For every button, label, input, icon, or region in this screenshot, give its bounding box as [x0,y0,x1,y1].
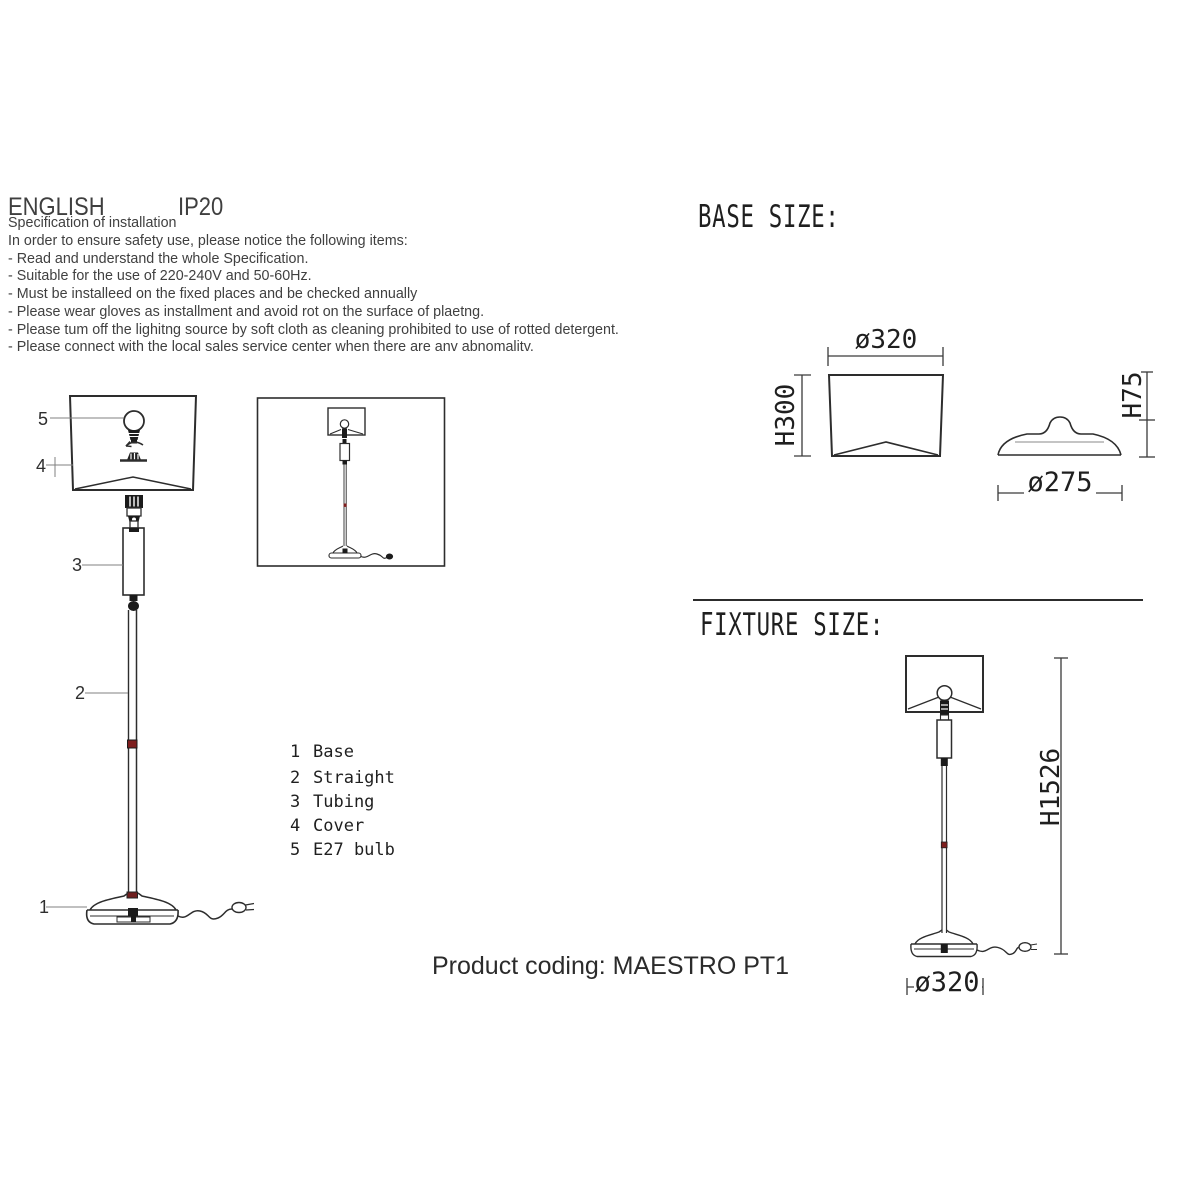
assembled-lamp-panel [256,396,450,570]
fixture-size-title: FIXTURE SIZE: [700,607,885,643]
spec-intro: In order to ensure safety use, please notice the following items: [8,232,408,249]
fixture-bulb [937,686,952,701]
panel-border [258,398,445,566]
exploded-view-diagram [30,388,290,948]
part-label-base: 1 [39,897,50,917]
shade-front-outline [829,375,943,456]
fixture-size-drawing [855,645,1100,1005]
fixture-tubing [937,720,952,758]
parts-list-item: 3 Tubing [290,792,375,812]
parts-list-item: 4 Cover [290,816,365,836]
fixture-base-diameter-value: ø320 [914,967,980,998]
spec-item: - Suitable for the use of 220-240V and 50-60Hz. [8,268,312,285]
pole-joint-band [128,740,138,748]
parts-list-item: 5 E27 bulb [290,840,395,860]
fixture-base [915,930,973,944]
fixture-plug [1019,943,1031,952]
fixture-height-value: H1526 [1036,747,1066,827]
base-bell-drawing [90,893,128,910]
base-height-value: H75 [1118,371,1148,419]
base-profile-outline [998,417,1121,455]
spec-item: - Please tum off the lighitng source by soft cloth as cleaning prohibited to use of rotted detergent. [8,321,619,338]
part-label-tubing: 3 [72,555,83,575]
spec-item: - Please connect with the local sales service center when there are anv abnomalitv. [8,339,534,356]
base-collar-band [127,892,138,898]
parts-list-item: 1 Base [290,742,354,762]
parts-list [290,740,395,862]
specification-block [8,215,619,357]
spec-item: - Must be installeed on the fixed places and be checked annually [8,286,418,302]
tubing-drawing [123,528,144,595]
power-cord-drawing [178,909,232,919]
part-label-straight: 2 [75,683,86,703]
spec-title: Specification of installation [8,215,177,231]
fixture-cord [977,947,1020,954]
spec-item: - Read and understand the whole Specification. [8,250,309,267]
ip-rating: IP20 [178,193,224,221]
base-size-base-view [985,355,1165,510]
fixture-pole-band [941,842,947,848]
shade-diameter-value: ø320 [854,325,918,355]
product-coding: Product coding: MAESTRO PT1 [432,952,790,980]
mini-plug [386,554,393,560]
section-divider [693,599,1143,601]
base-size-title: BASE SIZE: [698,199,840,235]
spec-item: - Please wear gloves as installment and avoid rot on the surface of plaetng. [8,303,485,320]
fixture-socket [940,701,949,716]
parts-list-item: 2 Straight [290,768,395,788]
language-label: ENGLISH [8,193,105,221]
part-label-bulb: 5 [38,409,49,429]
base-diameter-value: ø275 [1027,467,1093,498]
shade-height-value: H300 [771,383,801,447]
base-size-shade-view [770,322,965,472]
plug-drawing [232,903,246,913]
mini-pole-band [344,504,347,507]
bulb-drawing [124,411,144,431]
part-label-cover: 4 [36,456,47,476]
